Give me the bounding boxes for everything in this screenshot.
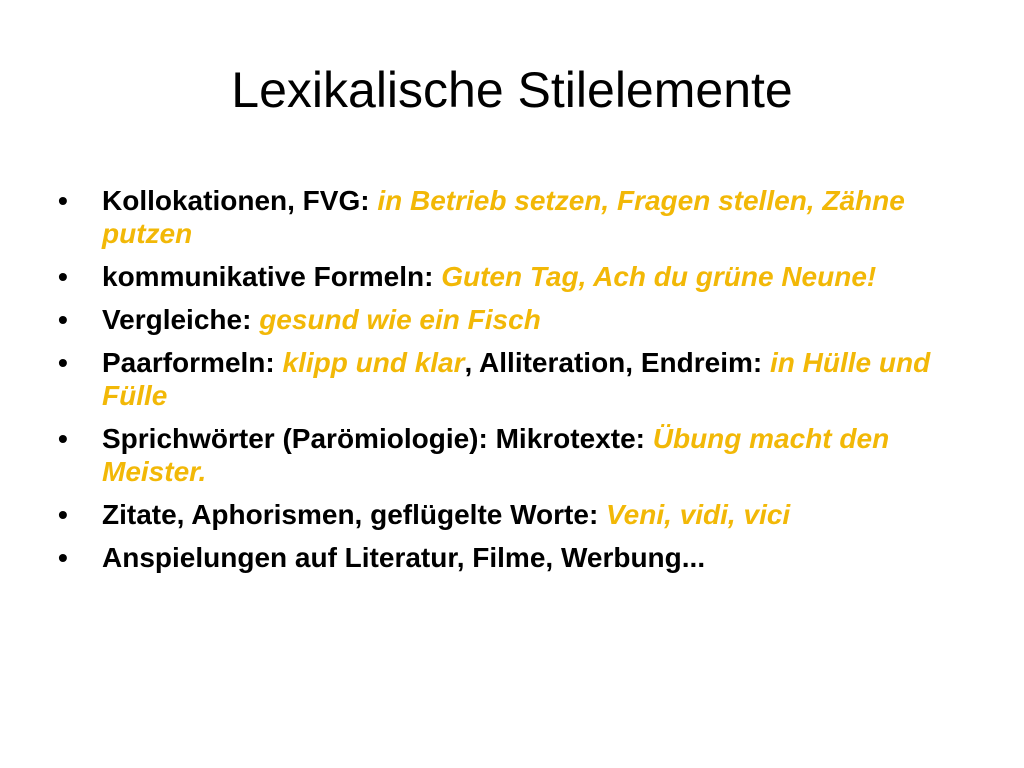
example-text: klipp und klar (282, 347, 465, 378)
bullet-item (58, 260, 958, 293)
example-text: gesund wie ein Fisch (259, 304, 541, 335)
example-text: Übung macht den Meister. (102, 423, 890, 487)
term-label: kommunikative Formeln: (102, 261, 442, 292)
bullet-marker: • (58, 542, 68, 573)
bullet-item (58, 184, 958, 250)
term-label: Zitate, Aphorismen, geflügelte Worte: (102, 499, 607, 530)
term-label: Vergleiche: (102, 304, 260, 335)
bullet-item (58, 346, 958, 412)
bullet-marker: • (58, 347, 68, 378)
example-text: in Hülle und Fülle (102, 347, 931, 411)
slide-title: Lexikalische Stilelemente (231, 62, 793, 118)
bullet-marker: • (58, 185, 68, 216)
bullet-marker: • (58, 261, 68, 292)
bullet-marker: • (58, 304, 68, 335)
term-label: Anspielungen auf Literatur, Filme, Werbung... (102, 542, 706, 573)
bullet-item (58, 303, 958, 336)
term-label: Paarformeln: (102, 347, 283, 378)
example-text: Veni, vidi, vici (606, 499, 791, 530)
bullet-marker: • (58, 423, 68, 454)
bullet-item (58, 541, 958, 574)
example-text: in Betrieb setzen, Fragen stellen, Zähne putzen (102, 185, 905, 249)
example-text: Guten Tag, Ach du grüne Neune! (441, 261, 877, 292)
bullet-list (58, 184, 958, 584)
bullet-item (58, 422, 958, 488)
term-label: Kollokationen, FVG: (102, 185, 378, 216)
term-label: , Alliteration, Endreim: (464, 347, 770, 378)
term-label: Sprichwörter (Parömiologie): Mikrotexte: (102, 423, 653, 454)
bullet-marker: • (58, 499, 68, 530)
bullet-item (58, 498, 958, 531)
